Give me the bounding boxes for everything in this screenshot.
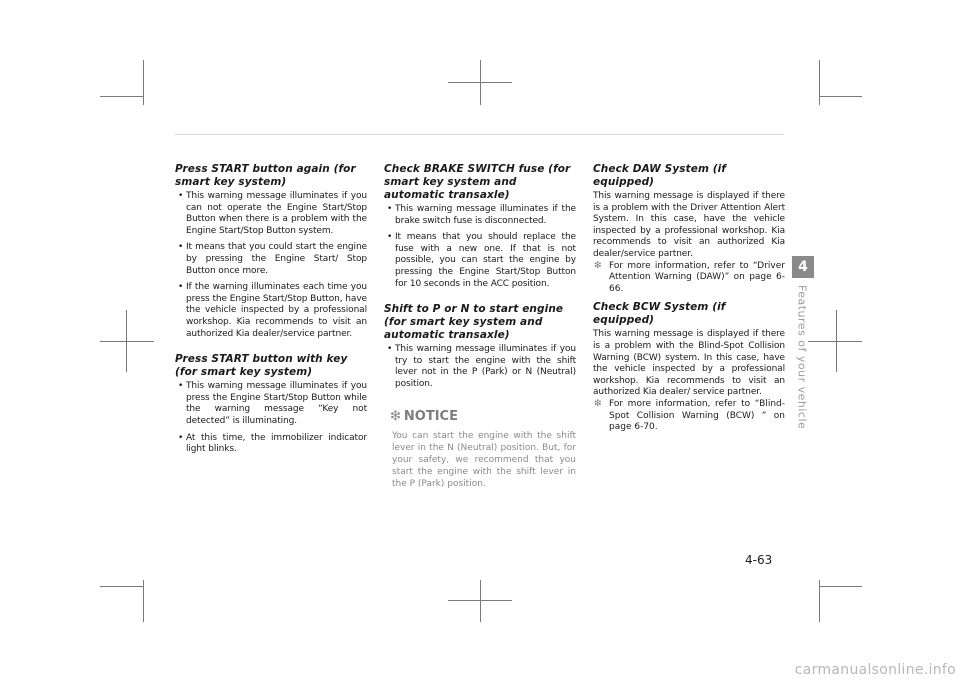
section-heading: Press START button again (for smart key system) [175, 163, 356, 188]
column-middle [384, 163, 576, 490]
section-heading: Check BRAKE SWITCH fuse (for smart key system and automatic transaxle) [384, 163, 571, 201]
section-heading: Check DAW System (if equipped) [593, 163, 727, 188]
section-press-start-again [175, 163, 367, 340]
section-shift-to-p-or-n [384, 303, 576, 390]
section-check-daw [593, 163, 785, 295]
crop-mark [100, 586, 143, 587]
cross-reference: ❇ For more information, refer to “Blind-Spot Collision Warning (BCW) ” on page 6-70. [594, 398, 785, 433]
notice-box [384, 409, 576, 490]
column-right [593, 163, 785, 447]
cross-reference: ❇ For more information, refer to “Driver Attention Warning (DAW)” on page 6-66. [594, 260, 785, 294]
crop-mark [100, 341, 154, 342]
bullet-icon: • [178, 191, 184, 201]
bullet-icon: • [178, 432, 184, 443]
bullet-icon: • [387, 232, 393, 243]
reference-asterisk-icon: ❇ [594, 260, 602, 271]
notice-heading: ❇ NOTICE [390, 408, 458, 424]
list-item: • If the warning illuminates each time you press the Engine Start/Stop Button, have the vehicle inspected by a professional workshop. Kia recommends to visit an authorized Kia dealer/service partner. [178, 282, 367, 339]
bullet-icon: • [178, 282, 184, 293]
list-item: • This warning message illuminates if the brake switch fuse is disconnected. [387, 204, 576, 226]
column-left [175, 163, 367, 469]
section-body: This warning message is displayed if there is a problem with the Blind-Spot Collision Warning (BCW) system. In this case, have the vehicle inspected by a professional workshop. Kia recommends to visit an authorized Kia dealer/ service partner. [593, 329, 785, 398]
crop-mark [100, 96, 143, 97]
list-item: • This warning message illuminates if you press the Engine Start/Stop Button while the warning message “Key not detected” is illuminating. [178, 381, 367, 426]
section-heading: Shift to P or N to start engine (for smart key system and automatic transaxle) [384, 303, 564, 342]
crop-mark [820, 586, 862, 587]
bullet-icon: • [178, 381, 184, 392]
bullet-icon: • [387, 204, 393, 214]
reference-asterisk-icon: ❇ [594, 398, 602, 409]
crop-mark [143, 60, 144, 105]
page-number: 4-63 [745, 553, 773, 567]
section-check-bcw [593, 301, 785, 433]
bullet-icon: • [178, 242, 184, 253]
bullet-icon: • [387, 344, 393, 355]
crop-mark [143, 580, 144, 622]
section-heading: Press START button with key (for smart key system) [175, 353, 348, 379]
list-item: • It means that you could start the engine by pressing the Engine Start/ Stop Button once more. [178, 242, 367, 276]
crop-mark [448, 82, 512, 83]
crop-mark [808, 341, 862, 342]
chapter-title: Features of your vehicle [795, 285, 809, 430]
section-heading: Check BCW System (if equipped) [593, 301, 726, 327]
list-item: • This warning message illuminates if you try to start the engine with the shift lever not in the P (Park) or N (Neutral) position. [387, 344, 576, 389]
list-item: • It means that you should replace the fuse with a new one. If that is not possible, you can start the engine by pressing the Engine Start/Stop Button for 10 seconds in the ACC position. [387, 232, 576, 289]
crop-mark [448, 600, 512, 601]
list-item: • This warning message illuminates if you can not operate the Engine Start/Stop Button when there is a problem with the Engine Start/Stop Button system. [178, 191, 367, 236]
section-check-brake-switch [384, 163, 576, 290]
section-press-start-with-key [175, 353, 367, 456]
crop-mark [819, 60, 820, 105]
chapter-tab: 4 [792, 256, 814, 278]
notice-text: You can start the engine with the shift lever in the N (Neutral) position. But, for your safety, we recommend that you start the engine with the shift lever in the P (Park) position. [392, 430, 576, 489]
crop-mark [820, 96, 862, 97]
section-body: This warning message is displayed if there is a problem with the Driver Attention Alert System. In this case, have the vehicle inspected by a professional workshop. Kia recommends to visit an authorized Kia dealer/service partner. [593, 191, 785, 259]
crop-mark [480, 580, 481, 622]
list-item: • At this time, the immobilizer indicator light blinks. [178, 432, 367, 455]
header-rule [175, 134, 784, 135]
watermark: carmanualsonline.info [794, 662, 956, 678]
notice-asterisk-icon: ❇ [390, 408, 401, 424]
